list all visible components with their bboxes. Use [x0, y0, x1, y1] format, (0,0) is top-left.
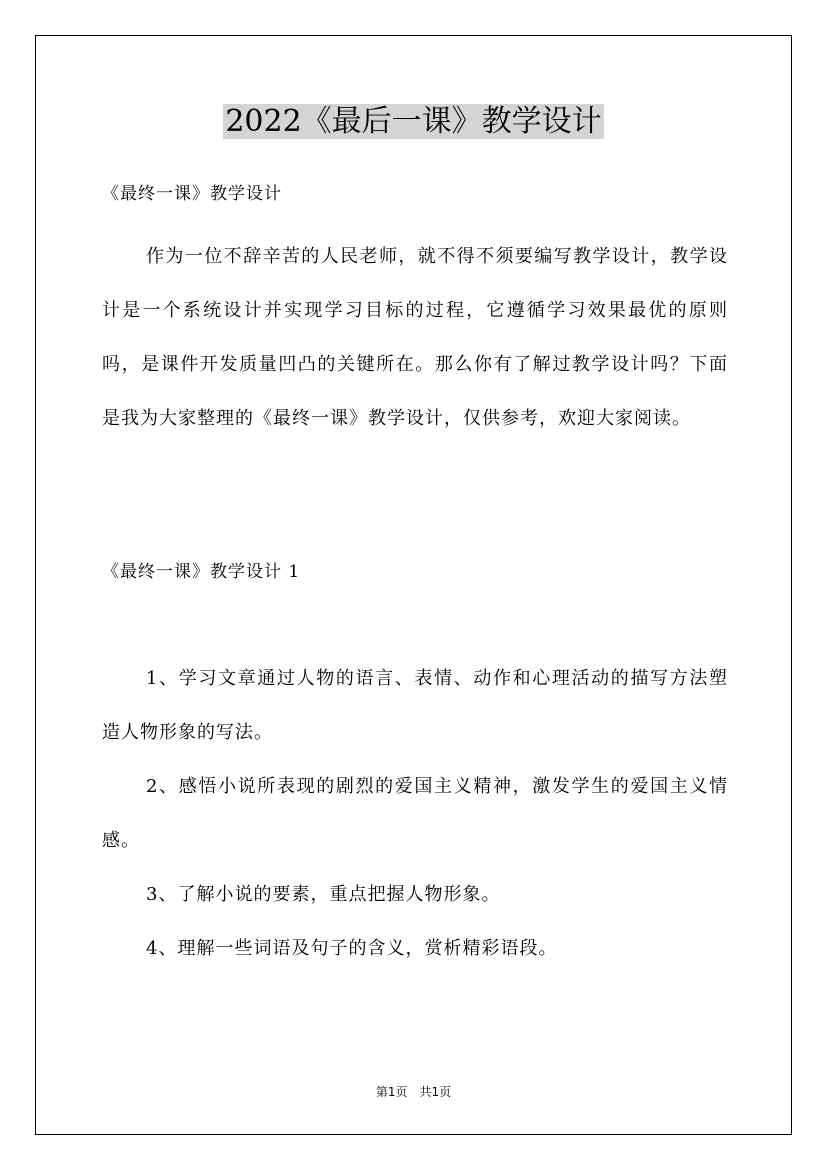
- document-title: 2022《最后一课》教学设计: [225, 104, 602, 139]
- page-number-total: 共1页: [419, 1085, 452, 1099]
- goals-list: [102, 652, 728, 976]
- goal-item-3: 3、了解小说的要素，重点把握人物形象。: [146, 884, 501, 905]
- goal-item-1: 1、学习文章通过人物的语言、表情、动作和心理活动的描写方法塑造人物形象的写法。: [102, 668, 728, 743]
- document-subtitle: 《最终一课》教学设计: [102, 184, 282, 204]
- goal-item-4: 4、理解一些词语及句子的含义，赏析精彩语段。: [146, 938, 558, 959]
- section-heading: 《最终一课》教学设计 1: [102, 562, 301, 582]
- page-footer: [0, 1083, 827, 1100]
- page-number-current: 第1页: [375, 1085, 408, 1099]
- document-title-wrapper: [0, 103, 827, 141]
- goal-item-2: 2、感悟小说所表现的剧烈的爱国主义精神，激发学生的爱国主义情感。: [102, 776, 728, 851]
- intro-paragraph: 作为一位不辞辛苦的人民老师，就不得不须要编写教学设计，教学设计是一个系统设计并实现学习目标的过程，它遵循学习效果最优的原则吗，是课件开发质量凹凸的关键所在。那么你有了解过教学设计吗？下面是我为大家整理的《最终一课》教学设计，仅供参考，欢迎大家阅读。: [102, 246, 728, 429]
